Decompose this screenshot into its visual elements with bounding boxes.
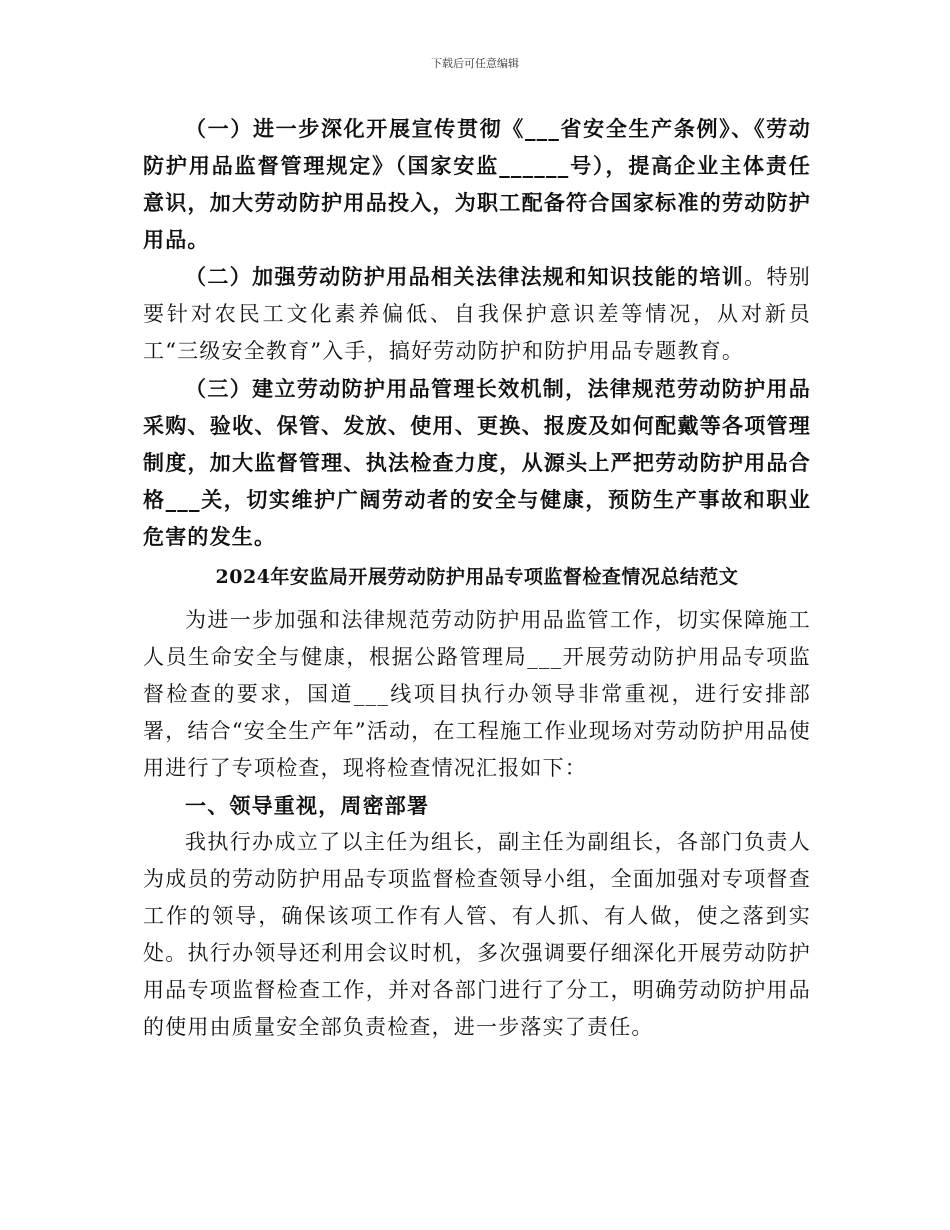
document-title: 2024年安监局开展劳动防护用品专项监督检查情况总结范文	[215, 566, 739, 588]
measure-item-1: （一）进一步深化开展宣传贯彻《___省安全生产条例》、《劳动防护用品监督管理规定》（国家安监______号），提高企业主体责任意识，加大劳动防护用品投入，为职工配备符合国家标准的劳动防护用品。	[143, 116, 811, 252]
section-1-paragraph: 我执行办成立了以主任为组长，副主任为副组长，各部门负责人为成员的劳动防护用品专项监督检查领导小组，全面加强对专项督查工作的领导，确保该项工作有人管、有人抓、有人做，使之落到实处。执行办领导还利用会议时机，多次强调要仔细深化开展劳动防护用品专项监督检查工作，并对各部门进行了分工，明确劳动防护用品的使用由质量安全部负责检查，进一步落实了责任。	[143, 830, 811, 1039]
measure-item-3: （三）建立劳动防护用品管理长效机制，法律规范劳动防护用品采购、验收、保管、发放、使用、更换、报废及如何配戴等各项管理制度，加大监督管理、执法检查力度，从源头上严把劳动防护用品合格___关，切实维护广阔劳动者的安全与健康，预防生产事故和职业危害的发生。	[143, 376, 811, 549]
section-heading-1: 一、领导重视，周密部署	[185, 793, 430, 818]
measure-item-2	[143, 258, 811, 370]
intro-paragraph: 为进一步加强和法律规范劳动防护用品监管工作，切实保障施工人员生命安全与健康，根据公路管理局___开展劳动防护用品专项监督检查的要求，国道___线项目执行办领导非常重视，进行安排部署，结合“安全生产年”活动，在工程施工作业现场对劳动防护用品使用进行了专项检查，现将检查情况汇报如下：	[143, 608, 811, 780]
measure-item-2-body: 。特别要针对农民工文化素养偏低、自我保护意识差等情况，从对新员工“三级安全教育”入手，搞好劳动防护和防护用品专题教育。	[143, 265, 812, 363]
header-note: 下载后可任意编辑	[431, 57, 519, 70]
measure-item-2-heading: （二）加强劳动防护用品相关法律法规和知识技能的培训	[185, 264, 745, 289]
document-body	[143, 110, 811, 1046]
